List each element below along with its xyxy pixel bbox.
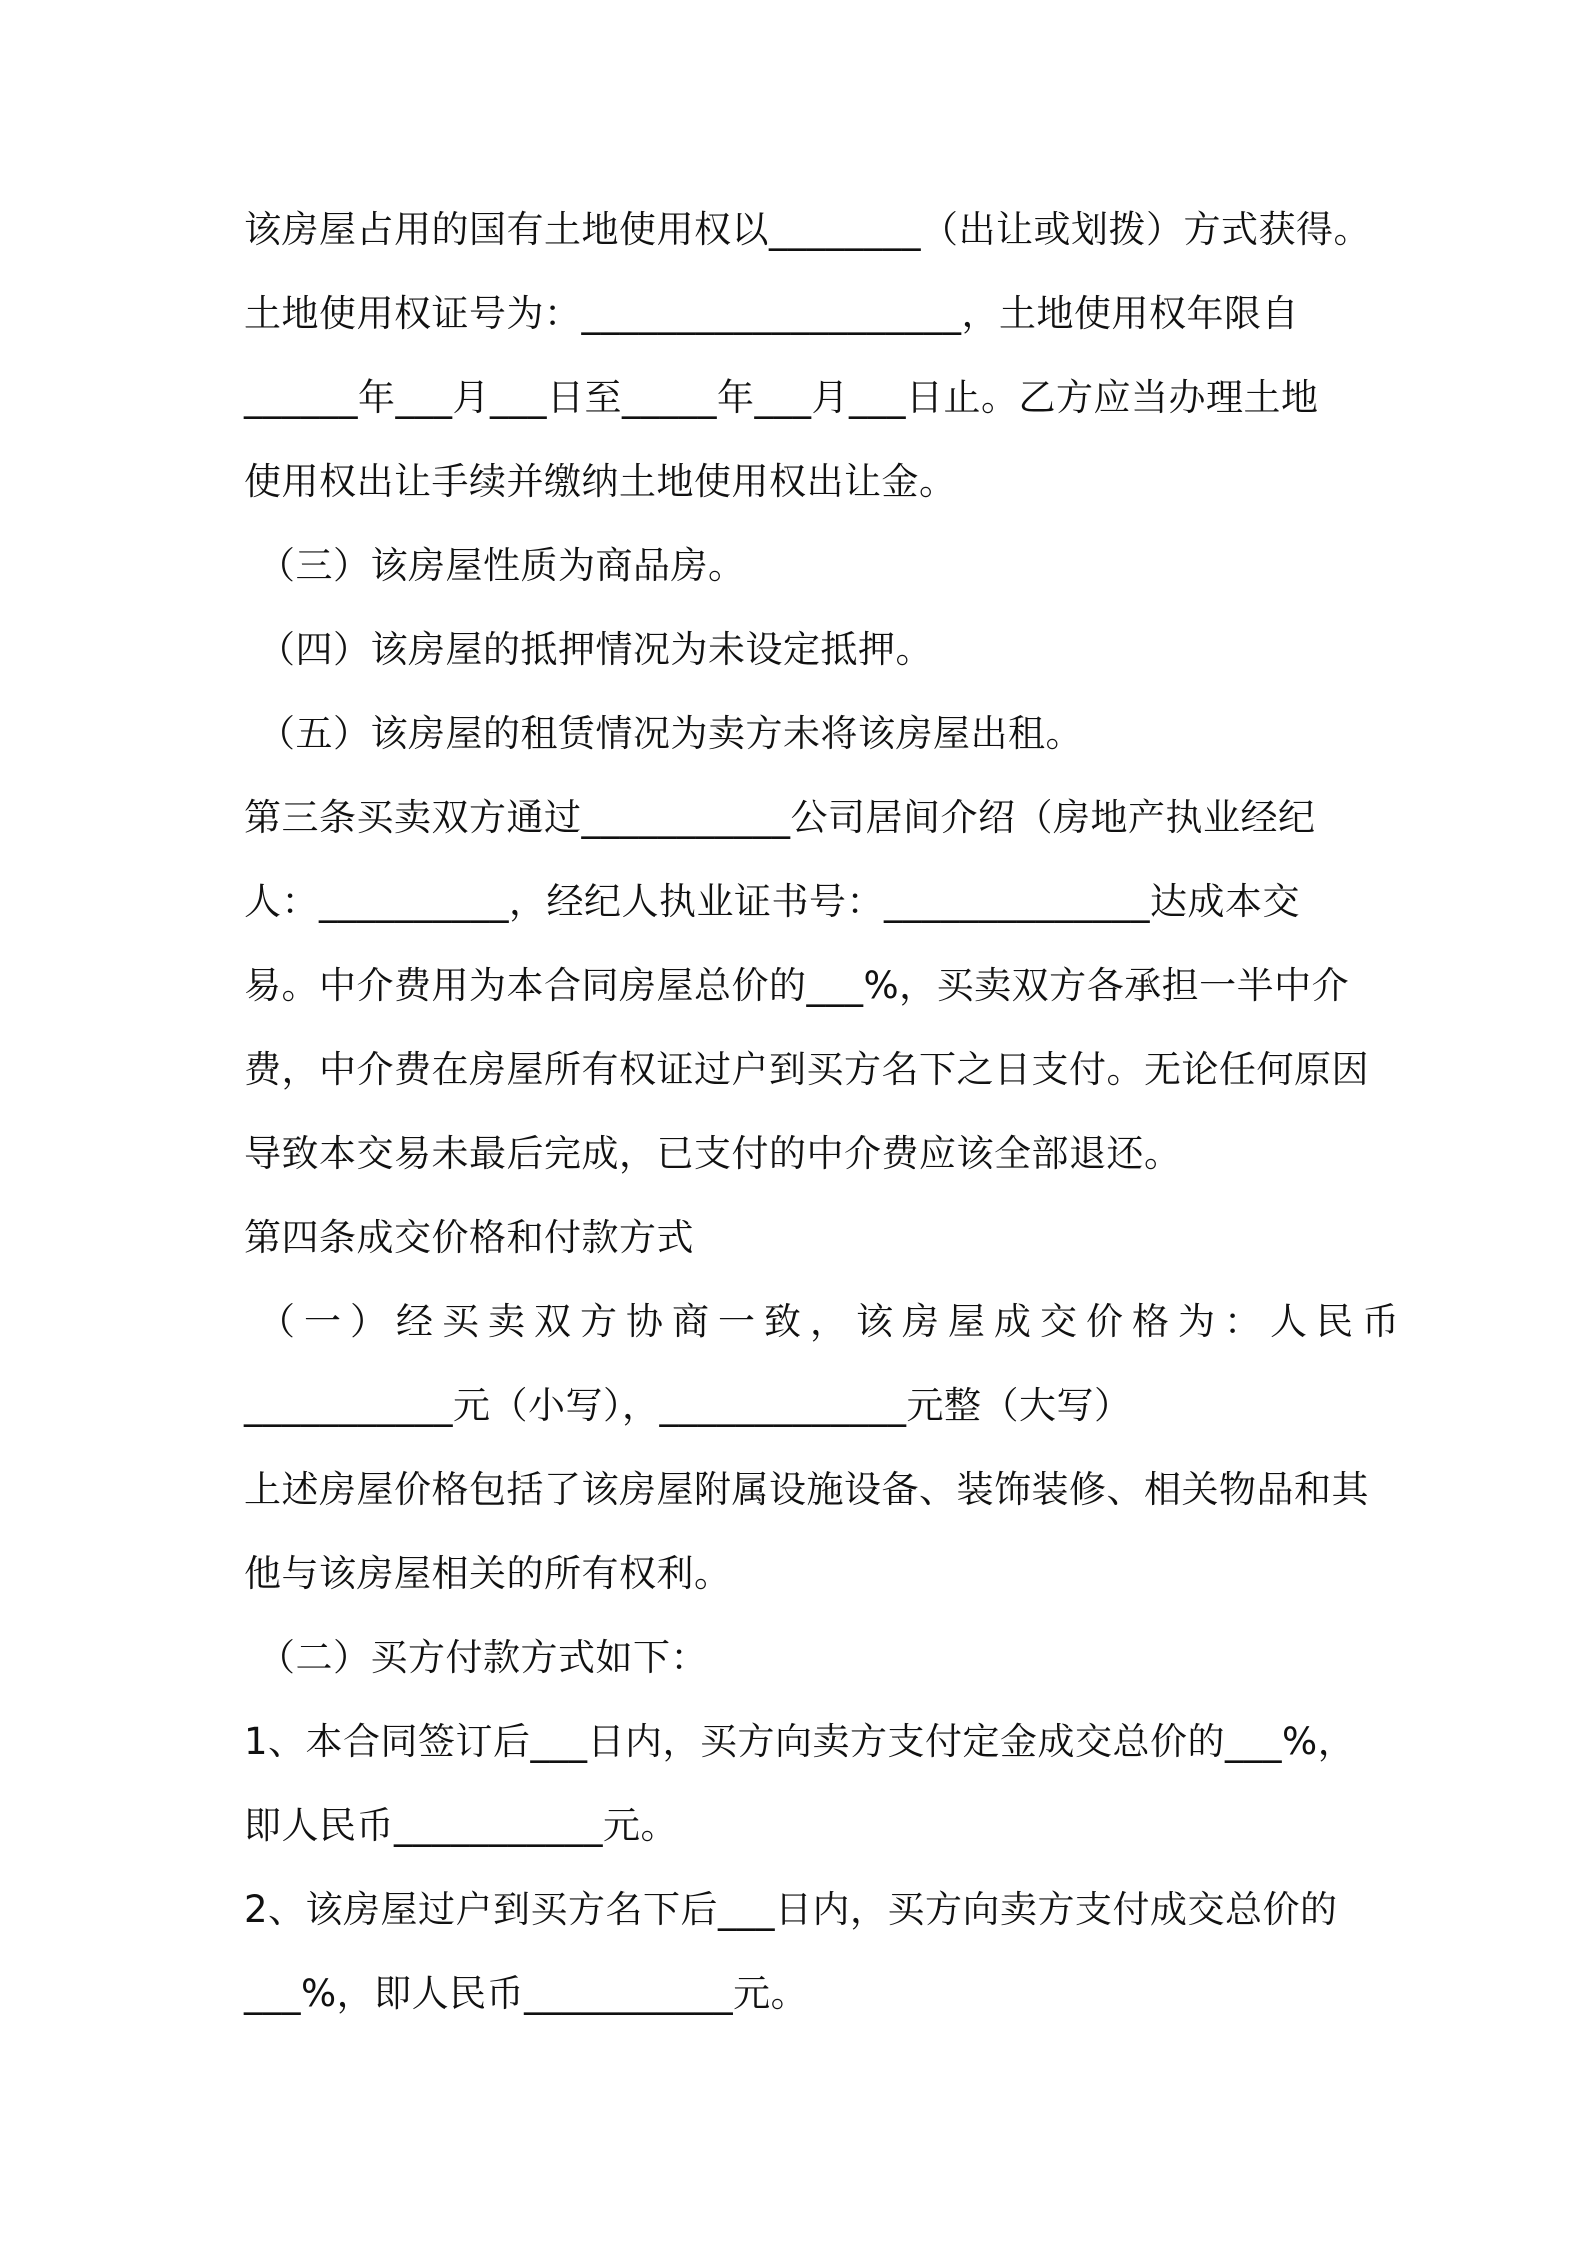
text-line: （二）买方付款方式如下： — [258, 1636, 708, 1679]
text-line: （五）该房屋的租赁情况为卖方未将该房屋出租。 — [258, 712, 1083, 755]
text-line: 1、本合同签订后___日内，买方向卖方支付定金成交总价的___%， — [244, 1720, 1356, 1763]
text-line: 使用权出让手续并缴纳土地使用权出让金。 — [244, 460, 957, 503]
text-line: 第三条买卖双方通过___________公司居间介绍（房地产执业经纪 — [244, 796, 1316, 839]
text-line: 费，中介费在房屋所有权证过户到买方名下之日支付。无论任何原因 — [244, 1048, 1369, 1091]
text-line: 人：__________，经纪人执业证书号：______________达成本交 — [244, 880, 1300, 923]
text-line: （三）该房屋性质为商品房。 — [258, 544, 746, 587]
text-line: 即人民币___________元。 — [244, 1804, 678, 1847]
text-line: 易。中介费用为本合同房屋总价的___%，买卖双方各承担一半中介 — [244, 964, 1350, 1007]
section-heading: 第四条成交价格和付款方式 — [244, 1216, 694, 1259]
text-line: ______年___月___日至_____年___月___日止。乙方应当办理土地 — [244, 376, 1319, 419]
text-line: 该房屋占用的国有土地使用权以________（出让或划拨）方式获得。 — [244, 208, 1371, 251]
text-line: ___________元（小写），_____________元整（大写） — [244, 1384, 1132, 1427]
text-line: 2、该房屋过户到买方名下后___日内，买方向卖方支付成交总价的 — [244, 1888, 1338, 1931]
text-line: 土地使用权证号为：____________________，土地使用权年限自 — [244, 292, 1299, 335]
text-line: ___%，即人民币___________元。 — [244, 1972, 809, 2015]
text-line: 导致本交易未最后完成，已支付的中介费应该全部退还。 — [244, 1132, 1182, 1175]
text-line: （一）经买卖双方协商一致，该房屋成交价格为：人民币 — [258, 1300, 1408, 1343]
text-line: （四）该房屋的抵押情况为未设定抵押。 — [258, 628, 933, 671]
text-line: 他与该房屋相关的所有权利。 — [244, 1552, 732, 1595]
text-line: 上述房屋价格包括了该房屋附属设施设备、装饰装修、相关物品和其 — [244, 1468, 1369, 1511]
